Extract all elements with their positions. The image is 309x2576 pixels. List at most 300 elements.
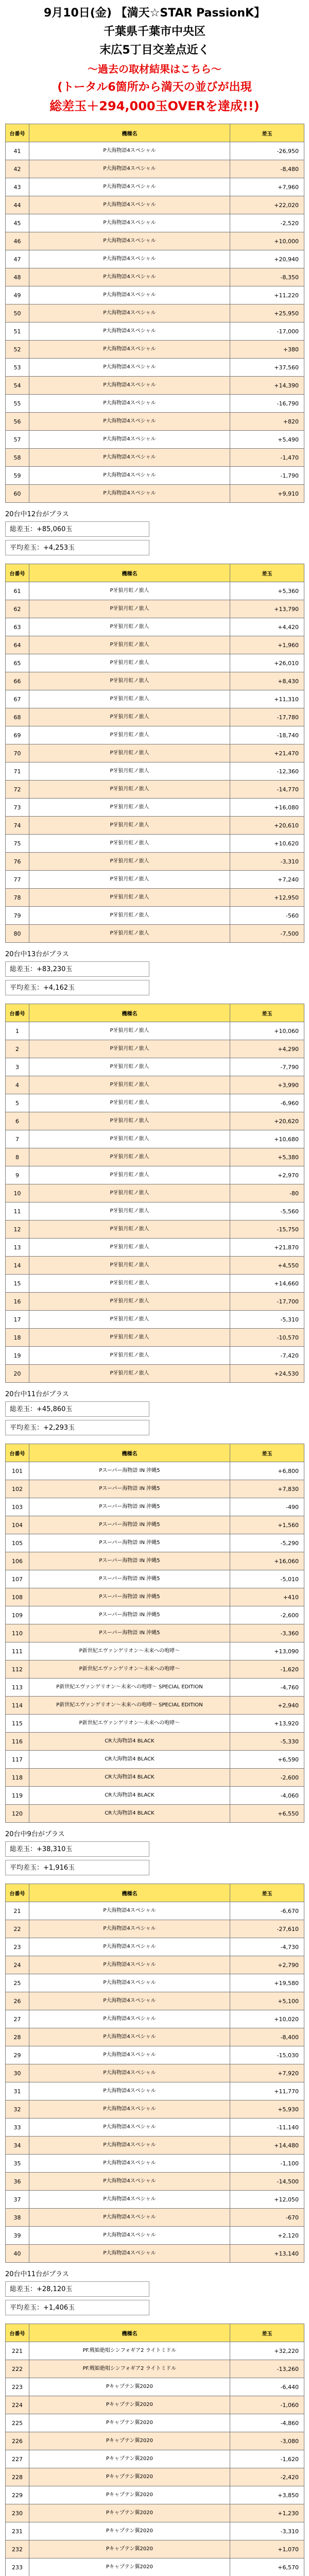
column-header-machine-number: 台番号 <box>6 1004 29 1022</box>
difference-value: -80 <box>230 1184 304 1202</box>
table-row <box>6 1715 304 1733</box>
difference-value: +4,420 <box>230 618 304 636</box>
difference-value: -670 <box>230 2209 304 2227</box>
machine-name: P大海物語4スペシャル <box>29 467 230 485</box>
table-row <box>6 1751 304 1769</box>
machine-table <box>5 564 304 943</box>
difference-value: -27,610 <box>230 1920 304 1938</box>
machine-name: Pキャプテン翼2020 <box>29 2504 230 2522</box>
table-row <box>6 1733 304 1751</box>
table-row <box>6 2209 304 2227</box>
table-row <box>6 672 304 690</box>
average-difference-box: 平均差玉：+4,253玉 <box>5 540 149 555</box>
table-row <box>6 1293 304 1311</box>
past-results-link[interactable]: ～過去の取材結果はこちら～ <box>88 63 221 75</box>
column-header-machine-name: 機種名 <box>29 124 230 142</box>
plus-count-title: 20台中13台がプラス <box>5 951 69 958</box>
table-row <box>6 359 304 377</box>
machine-name: P大海物語4スペシャル <box>29 1902 230 1920</box>
table-row <box>6 2342 304 2360</box>
total-difference-box: 総差玉：+83,230玉 <box>5 961 149 977</box>
machine-number: 3 <box>6 1058 29 1076</box>
section-summary <box>5 1388 299 1435</box>
table-row <box>6 1275 304 1293</box>
machine-number: 43 <box>6 178 29 196</box>
column-header-difference: 差玉 <box>230 124 304 142</box>
machine-number: 117 <box>6 1751 29 1769</box>
table-row <box>6 268 304 286</box>
table-row <box>6 618 304 636</box>
difference-value: -5,010 <box>230 1570 304 1588</box>
machine-name: P大海物語4スペシャル <box>29 449 230 467</box>
difference-value: -2,600 <box>230 1769 304 1787</box>
table-row <box>6 2396 304 2414</box>
machine-name: CR大海物語4 BLACK <box>29 1733 230 1751</box>
difference-value: +1,560 <box>230 1516 304 1534</box>
machine-name: Pスーパー海物語 IN 沖縄5 <box>29 1480 230 1498</box>
machine-name: P牙狼月虹ノ旅人 <box>29 835 230 853</box>
table-row <box>6 2245 304 2263</box>
difference-value: -2,600 <box>230 1606 304 1624</box>
difference-value: +25,950 <box>230 304 304 323</box>
machine-name: P大海物語4スペシャル <box>29 341 230 359</box>
difference-value: -1,100 <box>230 2155 304 2173</box>
machine-number: 54 <box>6 377 29 395</box>
difference-value: +11,770 <box>230 2082 304 2100</box>
machine-number: 119 <box>6 1787 29 1805</box>
table-row <box>6 1938 304 1956</box>
total-difference-box: 総差玉：+45,860玉 <box>5 1401 149 1417</box>
machine-name: P大海物語4スペシャル <box>29 304 230 323</box>
machine-number: 47 <box>6 250 29 268</box>
machine-name: Pキャプテン翼2020 <box>29 2558 230 2576</box>
machine-number: 110 <box>6 1624 29 1642</box>
machine-name: P牙狼月虹ノ旅人 <box>29 799 230 817</box>
machine-name: P牙狼月虹ノ旅人 <box>29 1112 230 1130</box>
table-row <box>6 2414 304 2432</box>
machine-number: 17 <box>6 1311 29 1329</box>
machine-name: Pキャプテン翼2020 <box>29 2468 230 2486</box>
machine-name: P大海物語4スペシャル <box>29 395 230 413</box>
table-row <box>6 232 304 250</box>
difference-value: -4,860 <box>230 2414 304 2432</box>
difference-value: +5,930 <box>230 2100 304 2119</box>
machine-name: P牙狼月虹ノ旅人 <box>29 582 230 600</box>
table-row <box>6 250 304 268</box>
table-row <box>6 2119 304 2137</box>
machine-number: 46 <box>6 232 29 250</box>
difference-value: -1,620 <box>230 1660 304 1679</box>
machine-name: P大海物語4スペシャル <box>29 485 230 503</box>
plus-count-title: 20台中11台がプラス <box>5 1391 69 1398</box>
machine-name: P新世紀エヴァンゲリオン〜未来への咆哮〜 <box>29 1642 230 1660</box>
machine-number: 228 <box>6 2468 29 2486</box>
difference-value: +13,920 <box>230 1715 304 1733</box>
machine-number: 35 <box>6 2155 29 2173</box>
table-row <box>6 1480 304 1498</box>
machine-number: 103 <box>6 1498 29 1516</box>
machine-name: P牙狼月虹ノ旅人 <box>29 1022 230 1040</box>
machine-number: 26 <box>6 1992 29 2010</box>
machine-name: P牙狼月虹ノ旅人 <box>29 672 230 690</box>
machine-number: 31 <box>6 2082 29 2100</box>
machine-name: P新世紀エヴァンゲリオン〜未来への咆哮〜 <box>29 1715 230 1733</box>
machine-name: P大海物語4スペシャル <box>29 250 230 268</box>
difference-value: -15,750 <box>230 1221 304 1239</box>
machine-name: P大海物語4スペシャル <box>29 413 230 431</box>
table-row <box>6 1365 304 1383</box>
machine-name: P牙狼月虹ノ旅人 <box>29 1221 230 1239</box>
machine-name: P大海物語4スペシャル <box>29 214 230 232</box>
difference-value: -3,310 <box>230 853 304 871</box>
machine-number: 36 <box>6 2173 29 2191</box>
machine-number: 52 <box>6 341 29 359</box>
machine-number: 24 <box>6 1956 29 1974</box>
machine-name: CR大海物語4 BLACK <box>29 1769 230 1787</box>
machine-name: P新世紀エヴァンゲリオン〜未来への咆哮〜 SPECIAL EDITION <box>29 1679 230 1697</box>
machine-name: P大海物語4スペシャル <box>29 2173 230 2191</box>
table-row <box>6 214 304 232</box>
difference-value: +16,080 <box>230 799 304 817</box>
plus-count-title: 20台中9台がプラス <box>5 1831 65 1838</box>
difference-value: +3,850 <box>230 2486 304 2504</box>
table-row <box>6 178 304 196</box>
column-header-machine-name: 機種名 <box>29 2324 230 2342</box>
machine-number: 75 <box>6 835 29 853</box>
table-row <box>6 889 304 907</box>
machine-number: 55 <box>6 395 29 413</box>
difference-value: -17,000 <box>230 323 304 341</box>
section-summary <box>5 948 299 995</box>
machine-name: P牙狼月虹ノ旅人 <box>29 1166 230 1184</box>
machine-number: 41 <box>6 142 29 160</box>
table-row <box>6 304 304 323</box>
machine-name: Pスーパー海物語 IN 沖縄5 <box>29 1462 230 1480</box>
machine-number: 225 <box>6 2414 29 2432</box>
difference-value: +16,060 <box>230 1552 304 1570</box>
difference-value: +7,920 <box>230 2064 304 2082</box>
machine-name: P大海物語4スペシャル <box>29 142 230 160</box>
table-row <box>6 286 304 304</box>
table-row <box>6 853 304 871</box>
machine-number: 10 <box>6 1184 29 1202</box>
table-row <box>6 1769 304 1787</box>
difference-value: -11,140 <box>230 2119 304 2137</box>
machine-section <box>5 1884 304 2315</box>
machine-number: 224 <box>6 2396 29 2414</box>
difference-value: +6,590 <box>230 1751 304 1769</box>
machine-name: P大海物語4スペシャル <box>29 1992 230 2010</box>
difference-value: +7,830 <box>230 1480 304 1498</box>
table-row <box>6 1660 304 1679</box>
machine-name: P大海物語4スペシャル <box>29 2155 230 2173</box>
machine-number: 68 <box>6 708 29 726</box>
section-summary <box>5 2268 299 2315</box>
machine-number: 107 <box>6 1570 29 1588</box>
machine-number: 22 <box>6 1920 29 1938</box>
difference-value: -26,950 <box>230 142 304 160</box>
machine-number: 222 <box>6 2360 29 2378</box>
table-row <box>6 2360 304 2378</box>
machine-number: 44 <box>6 196 29 214</box>
difference-value: -6,440 <box>230 2378 304 2396</box>
machine-number: 21 <box>6 1902 29 1920</box>
table-row <box>6 1606 304 1624</box>
machine-number: 76 <box>6 853 29 871</box>
machine-name: P大海物語4スペシャル <box>29 1956 230 1974</box>
machine-number: 111 <box>6 1642 29 1660</box>
machine-name: P牙狼月虹ノ旅人 <box>29 600 230 618</box>
table-row <box>6 1552 304 1570</box>
table-row <box>6 160 304 178</box>
machine-number: 59 <box>6 467 29 485</box>
machine-name: P大海物語4スペシャル <box>29 268 230 286</box>
difference-value: -4,060 <box>230 1787 304 1805</box>
total-difference-box: 総差玉：+85,060玉 <box>5 521 149 537</box>
table-row <box>6 1184 304 1202</box>
difference-value: -1,060 <box>230 2396 304 2414</box>
table-row <box>6 726 304 744</box>
machine-number: 118 <box>6 1769 29 1787</box>
table-row <box>6 1076 304 1094</box>
machine-table <box>5 1884 304 2263</box>
column-header-machine-name: 機種名 <box>29 564 230 582</box>
headline-line-2: 総差玉＋294,000玉OVERを達成!!) <box>49 99 260 113</box>
machine-name: Pスーパー海物語 IN 沖縄5 <box>29 1552 230 1570</box>
difference-value: -16,790 <box>230 395 304 413</box>
difference-value: +13,090 <box>230 1642 304 1660</box>
table-row <box>6 485 304 503</box>
table-row <box>6 1570 304 1588</box>
table-row <box>6 2504 304 2522</box>
machine-number: 101 <box>6 1462 29 1480</box>
column-header-difference: 差玉 <box>230 1444 304 1462</box>
machine-number: 64 <box>6 636 29 654</box>
machine-number: 57 <box>6 431 29 449</box>
event-date-title: 9月10日(金) 【満天☆STAR PassionK】 <box>43 7 266 20</box>
table-row <box>6 1239 304 1257</box>
table-row <box>6 2227 304 2245</box>
difference-value: -2,520 <box>230 214 304 232</box>
table-row <box>6 2468 304 2486</box>
machine-name: P大海物語4スペシャル <box>29 359 230 377</box>
machine-number: 232 <box>6 2540 29 2558</box>
difference-value: +14,480 <box>230 2137 304 2155</box>
machine-number: 74 <box>6 817 29 835</box>
machine-name: P牙狼月虹ノ旅人 <box>29 1076 230 1094</box>
machine-name: P牙狼月虹ノ旅人 <box>29 1130 230 1148</box>
machine-number: 18 <box>6 1329 29 1347</box>
machine-number: 120 <box>6 1805 29 1823</box>
difference-value: -490 <box>230 1498 304 1516</box>
column-header-difference: 差玉 <box>230 564 304 582</box>
table-row <box>6 1679 304 1697</box>
table-row <box>6 2028 304 2046</box>
machine-name: P大海物語4スペシャル <box>29 323 230 341</box>
machine-number: 2 <box>6 1040 29 1058</box>
machine-name: P大海物語4スペシャル <box>29 377 230 395</box>
difference-value: +13,790 <box>230 600 304 618</box>
table-row <box>6 2558 304 2576</box>
difference-value: +7,240 <box>230 871 304 889</box>
table-row <box>6 1588 304 1606</box>
difference-value: +10,060 <box>230 1022 304 1040</box>
difference-value: +12,950 <box>230 889 304 907</box>
column-header-machine-number: 台番号 <box>6 564 29 582</box>
machine-name: P牙狼月虹ノ旅人 <box>29 1148 230 1166</box>
difference-value: +11,310 <box>230 690 304 708</box>
machine-name: P大海物語4スペシャル <box>29 196 230 214</box>
difference-value: +20,610 <box>230 817 304 835</box>
difference-value: -6,960 <box>230 1094 304 1112</box>
difference-value: +20,620 <box>230 1112 304 1130</box>
machine-name: P大海物語4スペシャル <box>29 1920 230 1938</box>
difference-value: +5,380 <box>230 1148 304 1166</box>
column-header-machine-name: 機種名 <box>29 1444 230 1462</box>
table-row <box>6 2486 304 2504</box>
machine-number: 53 <box>6 359 29 377</box>
machine-number: 221 <box>6 2342 29 2360</box>
machine-number: 34 <box>6 2137 29 2155</box>
table-row <box>6 2137 304 2155</box>
difference-value: -1,470 <box>230 449 304 467</box>
machine-number: 105 <box>6 1534 29 1552</box>
table-row <box>6 2432 304 2450</box>
machine-name: Pキャプテン翼2020 <box>29 2378 230 2396</box>
machine-name: P大海物語4スペシャル <box>29 2227 230 2245</box>
machine-name: P大海物語4スペシャル <box>29 2028 230 2046</box>
machine-name: P牙狼月虹ノ旅人 <box>29 1058 230 1076</box>
table-row <box>6 413 304 431</box>
machine-name: P牙狼月虹ノ旅人 <box>29 1257 230 1275</box>
difference-value: +10,020 <box>230 2010 304 2028</box>
table-header-row <box>6 2324 304 2342</box>
machine-name: PF.戦姫絶唱シンフォギア2 ライトミドル <box>29 2342 230 2360</box>
difference-value: +10,680 <box>230 1130 304 1148</box>
machine-name: P大海物語4スペシャル <box>29 286 230 304</box>
plus-count-title: 20台中11台がプラス <box>5 2270 69 2278</box>
difference-value: +32,220 <box>230 2342 304 2360</box>
table-row <box>6 1257 304 1275</box>
machine-number: 67 <box>6 690 29 708</box>
column-header-difference: 差玉 <box>230 1884 304 1902</box>
difference-value: -3,360 <box>230 1624 304 1642</box>
table-row <box>6 1166 304 1184</box>
machine-number: 114 <box>6 1697 29 1715</box>
machine-table <box>5 2324 304 2576</box>
table-row <box>6 1787 304 1805</box>
table-row <box>6 799 304 817</box>
table-row <box>6 2010 304 2028</box>
machine-number: 15 <box>6 1275 29 1293</box>
column-header-machine-number: 台番号 <box>6 1444 29 1462</box>
machine-number: 14 <box>6 1257 29 1275</box>
difference-value: +14,390 <box>230 377 304 395</box>
machine-number: 78 <box>6 889 29 907</box>
table-row <box>6 2450 304 2468</box>
machine-number: 66 <box>6 672 29 690</box>
column-header-machine-name: 機種名 <box>29 1884 230 1902</box>
machine-name: P牙狼月虹ノ旅人 <box>29 1347 230 1365</box>
difference-value: -17,700 <box>230 1293 304 1311</box>
difference-value: +24,530 <box>230 1365 304 1383</box>
table-row <box>6 871 304 889</box>
difference-value: +5,360 <box>230 582 304 600</box>
table-row <box>6 1534 304 1552</box>
machine-number: 11 <box>6 1202 29 1221</box>
machine-name: P牙狼月虹ノ旅人 <box>29 1202 230 1221</box>
machine-section <box>5 1004 304 1435</box>
table-row <box>6 142 304 160</box>
machine-name: P牙狼月虹ノ旅人 <box>29 1365 230 1383</box>
machine-number: 29 <box>6 2046 29 2064</box>
machine-name: Pスーパー海物語 IN 沖縄5 <box>29 1516 230 1534</box>
difference-value: +10,620 <box>230 835 304 853</box>
location-landmark: 末広5丁目交差点近く <box>99 44 210 57</box>
difference-value: +21,870 <box>230 1239 304 1257</box>
machine-number: 65 <box>6 654 29 672</box>
machine-name: Pキャプテン翼2020 <box>29 2414 230 2432</box>
machine-number: 32 <box>6 2100 29 2119</box>
average-difference-box: 平均差玉：+1,916玉 <box>5 1860 149 1875</box>
machine-number: 37 <box>6 2191 29 2209</box>
difference-value: +12,050 <box>230 2191 304 2209</box>
machine-number: 60 <box>6 485 29 503</box>
difference-value: +2,120 <box>230 2227 304 2245</box>
difference-value: -5,560 <box>230 1202 304 1221</box>
difference-value: +7,960 <box>230 178 304 196</box>
machine-name: CR大海物語4 BLACK <box>29 1787 230 1805</box>
difference-value: +3,990 <box>230 1076 304 1094</box>
table-row <box>6 1311 304 1329</box>
machine-number: 23 <box>6 1938 29 1956</box>
table-row <box>6 431 304 449</box>
difference-value: +21,470 <box>230 744 304 762</box>
machine-name: P新世紀エヴァンゲリオン〜未来への咆哮〜 <box>29 1660 230 1679</box>
machine-name: P大海物語4スペシャル <box>29 2010 230 2028</box>
table-row <box>6 1040 304 1058</box>
machine-name: Pキャプテン翼2020 <box>29 2540 230 2558</box>
machine-number: 104 <box>6 1516 29 1534</box>
average-difference-box: 平均差玉：+2,293玉 <box>5 1420 149 1435</box>
difference-value: -5,290 <box>230 1534 304 1552</box>
machine-number: 49 <box>6 286 29 304</box>
difference-value: +26,010 <box>230 654 304 672</box>
difference-value: -5,310 <box>230 1311 304 1329</box>
table-row <box>6 2082 304 2100</box>
machine-name: P大海物語4スペシャル <box>29 2064 230 2082</box>
machine-number: 7 <box>6 1130 29 1148</box>
machine-name: P牙狼月虹ノ旅人 <box>29 925 230 943</box>
machine-number: 50 <box>6 304 29 323</box>
table-row <box>6 1624 304 1642</box>
machine-name: P牙狼月虹ノ旅人 <box>29 690 230 708</box>
machine-name: P牙狼月虹ノ旅人 <box>29 708 230 726</box>
machine-name: P大海物語4スペシャル <box>29 2100 230 2119</box>
table-row <box>6 1329 304 1347</box>
machine-name: P牙狼月虹ノ旅人 <box>29 1329 230 1347</box>
machine-section <box>5 1444 304 1875</box>
difference-value: +11,220 <box>230 286 304 304</box>
difference-value: +2,790 <box>230 1956 304 1974</box>
column-header-difference: 差玉 <box>230 1004 304 1022</box>
machine-number: 102 <box>6 1480 29 1498</box>
difference-value: -3,310 <box>230 2522 304 2540</box>
table-row <box>6 449 304 467</box>
machine-number: 16 <box>6 1293 29 1311</box>
difference-value: -13,260 <box>230 2360 304 2378</box>
machine-name: P牙狼月虹ノ旅人 <box>29 853 230 871</box>
